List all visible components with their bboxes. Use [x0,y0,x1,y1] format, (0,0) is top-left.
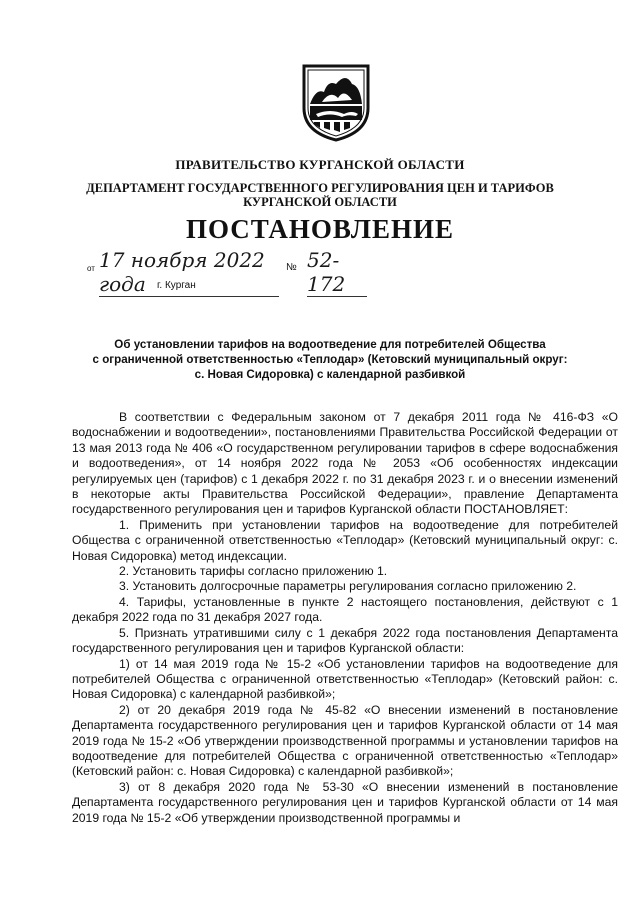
body-paragraph: 3) от 8 декабря 2020 года № 53-30 «О внесении изменений в постановление Департамента государственного регулирования цен и тарифов Курганской области от 14 мая 2019 года № 15-2 «Об утверждении производственной программы и [72,779,618,825]
body-paragraph: 2. Установить тарифы согласно приложению 1. [119,564,388,579]
body-paragraph: 2) от 20 декабря 2019 года № 45-82 «О внесении изменений в постановление Департамента государственного регулирования цен и тарифов Курганской области от 14 мая 2019 года № 15-2 «Об утверждении производственной программы и установлении тарифов на водоотведение для потребителей Общества с ограниченной ответственностью «Теплодар» (Кетовский район: с. Новая Сидоровка) с календарной разбивкой»; [72,702,618,779]
department-line-2: КУРГАНСКОЙ ОБЛАСТИ [243,195,397,209]
document-body [72,410,618,826]
document-subject [60,337,600,382]
body-paragraph: 1) от 14 мая 2019 года № 15-2 «Об установлении тарифов на водоотведение для потребителей Общества с ограниченной ответственностью «Теплодар» (Кетовский район: с. Новая Сидоровка) с календарной разбивкой»; [72,656,618,702]
body-paragraph: 4. Тарифы, установленные в пункте 2 настоящего постановления, действуют с 1 декабря 2022 года по 31 декабря 2027 года. [72,594,618,625]
subject-line-2: с ограниченной ответственностью «Теплодар» (Кетовский муниципальный округ: [92,353,568,366]
body-paragraph: 5. Признать утратившими силу с 1 декабря 2022 года постановления Департамента государственного регулирования цен и тарифов Курганской области: [72,625,618,656]
department-line-1: ДЕПАРТАМЕНТ ГОСУДАРСТВЕННОГО РЕГУЛИРОВАНИЯ ЦЕН И ТАРИФОВ [86,181,554,195]
city-label: г. Курган [157,280,196,291]
handwritten-number: 52-172 [307,248,367,297]
body-paragraph: 3. Установить долгосрочные параметры регулирования согласно приложению 2. [119,579,577,594]
government-name: ПРАВИТЕЛЬСТВО КУРГАНСКОЙ ОБЛАСТИ [175,157,465,172]
body-paragraph: В соответствии с Федеральным законом от 7 декабря 2011 года № 416-ФЗ «О водоснабжении и водоотведении», постановлениями Правительства Российской Федерации от 13 мая 2013 года № 406 «О государственном регулировании тарифов в сфере водоснабжения и водоотведения», от 14 ноября 2022 года № 2053 «Об особенностях индексации регулируемых цен (тарифов) с 1 декабря 2022 г. по 31 декабря 2023 г. и о внесении изменений в некоторые акты Правительства Российской Федерации», правление Департамента государственного регулирования цен и тарифов Курганской области ПОСТАНОВЛЯЕТ: [72,410,618,517]
document-type-title: ПОСТАНОВЛЕНИЕ [185,214,455,244]
body-paragraph: 1. Применить при установлении тарифов на водоотведение для потребителей Общества с ограниченной ответственностью «Теплодар» (Кетовский муниципальный округ: с. Новая Сидоровка) метод индексации. [72,517,618,563]
coat-of-arms-emblem [300,62,372,142]
handwritten-date: 17 ноября 2022 года [99,248,279,297]
department-name [0,181,640,209]
date-prefix: от [87,264,95,273]
subject-line-3: с. Новая Сидоровка) с календарной разбивкой [194,368,466,381]
subject-line-1: Об установлении тарифов на водоотведение для потребителей Общества [114,338,546,351]
number-prefix: № [286,262,297,273]
